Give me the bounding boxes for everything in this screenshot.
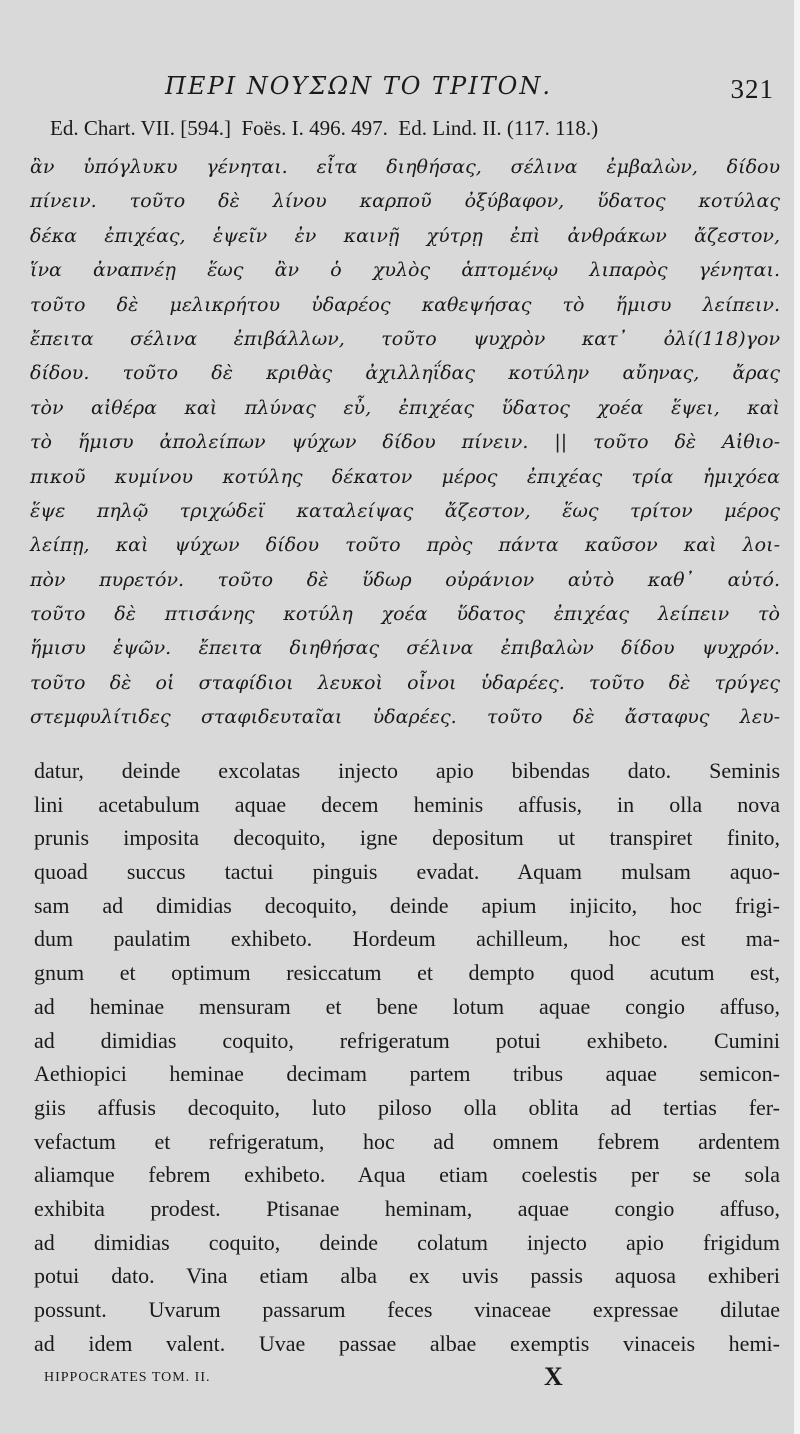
greek-text-line: τοῦτο δὲ μελικρήτου ὑδαρέος καθεψήσας τὸ ἥμισυ λείπειν.	[30, 293, 780, 316]
running-title: ΠΕΡΙ ΝΟΥΣΩΝ ΤΟ ΤΡΙΤΟΝ.	[165, 72, 552, 100]
latin-text-line: lini acetabulum aquae decem heminis affusis, in olla nova	[34, 791, 780, 817]
latin-translation-block	[34, 754, 780, 1360]
greek-text-line: ἔπειτα σέλινα ἐπιβάλλων, τοῦτο ψυχρὸν κατ᾽ ὀλί(118)γον	[30, 327, 780, 350]
sheet-signature-mark: X	[544, 1362, 563, 1391]
latin-text-line: dum paulatim exhibeto. Hordeum achilleum, hoc est ma-	[34, 926, 780, 952]
greek-text-line: ἵνα ἀναπνέῃ ἕως ἂν ὁ χυλὸς ἁπτομένῳ λιπαρὸς γένηται.	[30, 259, 780, 282]
page-number: 321	[730, 74, 774, 104]
greek-text-line: τὸ ἥμισυ ἀπολείπων ψύχων δίδου πίνειν. || τοῦτο δὲ Αἰθιο-	[30, 431, 780, 454]
greek-text-line: ἕψε πηλῷ τριχώδεϊ καταλείψας ἄζεστον, ἕως τρίτον μέρος	[30, 499, 780, 522]
latin-text-line: potui dato. Vina etiam alba ex uvis passis aquosa exhiberi	[34, 1263, 780, 1289]
page-footer	[44, 1362, 780, 1396]
latin-text-line: quoad succus tactui pinguis evadat. Aquam mulsam aquo-	[34, 859, 780, 885]
latin-text-line: ad idem valent. Uvae passae albae exemptis vinaceis hemi-	[34, 1330, 780, 1356]
greek-text-line: δέκα ἐπιχέας, ἑψεῖν ἐν καινῇ χύτρῃ ἐπὶ ἀνθράκων ἄζεστον,	[30, 224, 780, 247]
greek-text-line: πικοῦ κυμίνου κοτύλης δέκατον μέρος ἐπιχέας τρία ἡμιχόεα	[30, 465, 780, 488]
greek-text-line: στεμφυλίτιδες σταφιδευταῖαι ὑδαρέες. τοῦτο δὲ ἄσταφυς λευ-	[30, 706, 780, 729]
latin-text-line: Aethiopici heminae decimam partem tribus aquae semicon-	[34, 1061, 780, 1087]
greek-text-line: λείπῃ, καὶ ψύχων δίδου τοῦτο πρὸς πάντα καῦσον καὶ λοι-	[30, 534, 780, 557]
greek-text-line: πίνειν. τοῦτο δὲ λίνου καρποῦ ὀξύβαφον, ὕδατος κοτύλας	[30, 190, 780, 213]
latin-text-line: giis affusis decoquito, luto piloso olla oblita ad tertias fer-	[34, 1094, 780, 1120]
greek-text-line: πὸν πυρετόν. τοῦτο δὲ ὕδωρ οὐράνιον αὐτὸ καθ᾽ αὑτό.	[30, 568, 780, 591]
latin-text-line: gnum et optimum resiccatum et dempto quod acutum est,	[34, 960, 780, 986]
page-header	[40, 72, 780, 112]
latin-text-line: possunt. Uvarum passarum feces vinaceae expressae dilutae	[34, 1297, 780, 1322]
latin-text-line: ad dimidias coquito, deinde colatum injecto apio frigidum	[34, 1229, 780, 1255]
greek-text-line: ἥμισυ ἑψῶν. ἔπειτα διηθήσας σέλινα ἐπιβαλὼν δίδου ψυχρόν.	[30, 637, 780, 660]
greek-text-line: δίδου. τοῦτο δὲ κριθὰς ἀχιλληΐδας κοτύλην αὔηνας, ἄρας	[30, 362, 780, 385]
latin-text-line: ad heminae mensuram et bene lotum aquae congio affuso,	[34, 993, 780, 1019]
greek-text-line: τοῦτο δὲ οἱ σταφίδιοι λευκοὶ οἶνοι ὑδαρέες. τοῦτο δὲ τρύγες	[30, 671, 780, 694]
latin-text-line: prunis imposita decoquito, igne depositum ut transpiret finito,	[34, 825, 780, 851]
greek-text-line: ἂν ὑπόγλυκυ γένηται. εἶτα διηθήσας, σέλινα ἐμβαλὼν, δίδου	[30, 156, 780, 178]
signature-line: HIPPOCRATES TOM. II.	[44, 1370, 211, 1385]
edition-references: Ed. Chart. VII. [594.] Foës. I. 496. 497. Ed. Lind. II. (117. 118.)	[50, 116, 599, 140]
greek-text-line: τοῦτο δὲ πτισάνης κοτύλη χοέα ὕδατος ἐπιχέας λείπειν τὸ	[30, 603, 780, 626]
latin-text-line: datur, deinde excolatas injecto apio bibendas dato. Seminis	[34, 758, 780, 783]
latin-text-line: sam ad dimidias decoquito, deinde apium injicito, hoc frigi-	[34, 892, 780, 918]
page-edge	[794, 0, 800, 1434]
latin-text-line: exhibita prodest. Ptisanae heminam, aquae congio affuso,	[34, 1195, 780, 1221]
latin-text-line: ad dimidias coquito, refrigeratum potui exhibeto. Cumini	[34, 1027, 780, 1053]
latin-text-line: vefactum et refrigeratum, hoc ad omnem febrem ardentem	[34, 1128, 780, 1154]
latin-text-line: aliamque febrem exhibeto. Aqua etiam coelestis per se sola	[34, 1162, 780, 1188]
greek-text-block	[30, 150, 780, 735]
greek-text-line: τὸν αἰθέρα καὶ πλύνας εὖ, ἐπιχέας ὕδατος χοέα ἕψει, καὶ	[30, 396, 780, 419]
